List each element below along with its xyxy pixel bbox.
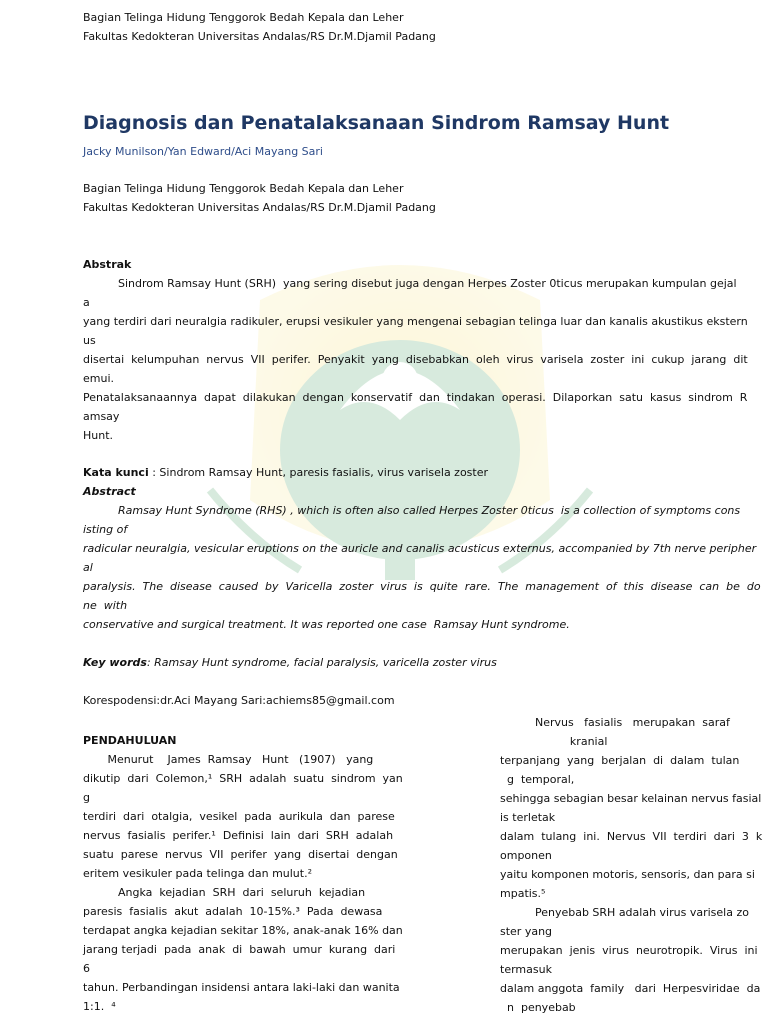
body-line: g temporal, [500,773,575,786]
kata-kunci-label: Kata kunci [83,466,149,479]
left-column [83,731,413,1016]
abstract-line: Ramsay Hunt Syndrome (RHS) , which is often also called Herpes Zoster 0ticus is a collection of symptoms cons [83,504,741,517]
abstrak-line: Hunt. [83,429,114,442]
pendahuluan-heading: PENDAHULUAN [83,734,177,747]
abstract-line: paralysis. The disease caused by Varicella zoster virus is quite rare. The management of this disease can be do [83,580,761,593]
body-line: Menurut James Ramsay Hunt (1907) yang [83,753,374,766]
body-line: terdapat angka kejadian sekitar 18%, anak-anak 16% dan [83,924,403,937]
abstract-line: al [83,561,93,574]
body-line: kranial [500,735,608,748]
body-line: g [83,791,90,804]
body-line: Angka kejadian SRH dari seluruh kejadian [83,886,366,899]
body-line: tahun. Perbandingan insidensi antara laki-laki dan wanita [83,981,400,994]
authors: Jacky Munilson/Yan Edward/Aci Mayang Sari [83,145,323,158]
abstract-line: ne with [83,599,128,612]
abstrak-line: emui. [83,372,115,385]
key-words [83,656,497,670]
body-line: ster yang [500,925,553,938]
body-line: nervus fasialis perifer.¹ Definisi lain dari SRH adalah [83,829,394,842]
key-words-label: Key words [83,656,147,669]
abstract-line: conservative and surgical treatment. It was reported one case Ramsay Hunt syndrome. [83,618,570,631]
key-words-text: : Ramsay Hunt syndrome, facial paralysis, varicella zoster virus [146,656,497,669]
body-line: terpanjang yang berjalan di dalam tulan [500,754,740,767]
abstrak-line: yang terdiri dari neuralgia radikuler, erupsi vesikuler yang mengenai sebagian telinga luar dan kanalis akustikus ekstern [83,315,748,328]
body-line: omponen [500,849,552,862]
body-line: yaitu komponen motoris, sensoris, dan para si [500,868,755,881]
abstrak-line: disertai kelumpuhan nervus VII perifer. Penyakit yang disebabkan oleh virus varisela zoster ini cukup jarang dit [83,353,748,366]
body-line: suatu parese nervus VII perifer yang disertai dengan [83,848,398,861]
abstrak-line: Penatalaksanaannya dapat dilakukan dengan konservatif dan tindakan operasi. Dilaporkan satu kasus sindrom R [83,391,748,404]
body-line: sehingga sebagian besar kelainan nervus fasial [500,792,762,805]
body-line: termasuk [500,963,552,976]
body-line: dalam tulang ini. Nervus VII terdiri dari 3 k [500,830,763,843]
body-line: terdiri dari otalgia, vesikel pada aurikula dan parese [83,810,395,823]
kata-kunci [83,466,488,480]
header-line-1: Bagian Telinga Hidung Tenggorok Bedah Kepala dan Leher [83,11,404,24]
abstract-heading: Abstract [83,485,136,498]
abstrak-line: amsay [83,410,120,423]
affiliation-line-1: Bagian Telinga Hidung Tenggorok Bedah Kepala dan Leher [83,182,404,195]
body-line: merupakan jenis virus neurotropik. Virus ini [500,944,758,957]
body-line: paresis fasialis akut adalah 10-15%.³ Pada dewasa [83,905,383,918]
kata-kunci-text: : Sindrom Ramsay Hunt, paresis fasialis, virus varisela zoster [148,466,489,479]
abstrak-line: us [83,334,96,347]
body-line: dikutip dari Colemon,¹ SRH adalah suatu sindrom yan [83,772,403,785]
body-line: is terletak [500,811,556,824]
correspondence: Korespodensi:dr.Aci Mayang Sari:achiems85@gmail.com [83,694,395,707]
abstract-line: radicular neuralgia, vesicular eruptions on the auricle and canalis acusticus externus, accompanied by 7th nerve peripher [83,542,757,555]
body-line: 1:1. ⁴ [83,1000,116,1013]
body-line: n penyebab [500,1001,576,1014]
affiliation-line-2: Fakultas Kedokteran Universitas Andalas/RS Dr.M.Djamil Padang [83,201,436,214]
paper-title: Diagnosis dan Penatalaksanaan Sindrom Ramsay Hunt [83,112,670,134]
body-line: Penyebab SRH adalah virus varisela zo [500,906,749,919]
body-line: dalam anggota family dari Herpesviridae da [500,982,761,995]
abstrak-heading: Abstrak [83,258,132,271]
abstrak-line: Sindrom Ramsay Hunt (SRH) yang sering disebut juga dengan Herpes Zoster 0ticus merupakan kumpulan gejal [83,277,737,290]
body-line: 6 [83,962,90,975]
body-line: jarang terjadi pada anak di bawah umur kurang dari [83,943,396,956]
body-line: eritem vesikuler pada telinga dan mulut.² [83,867,313,880]
header-line-2: Fakultas Kedokteran Universitas Andalas/RS Dr.M.Djamil Padang [83,30,436,43]
body-line: mpatis.⁵ [500,887,546,900]
body-line: Nervus fasialis merupakan saraf [500,716,730,729]
right-column [500,713,768,1017]
abstrak-line: a [83,296,90,309]
abstract-line: isting of [83,523,128,536]
